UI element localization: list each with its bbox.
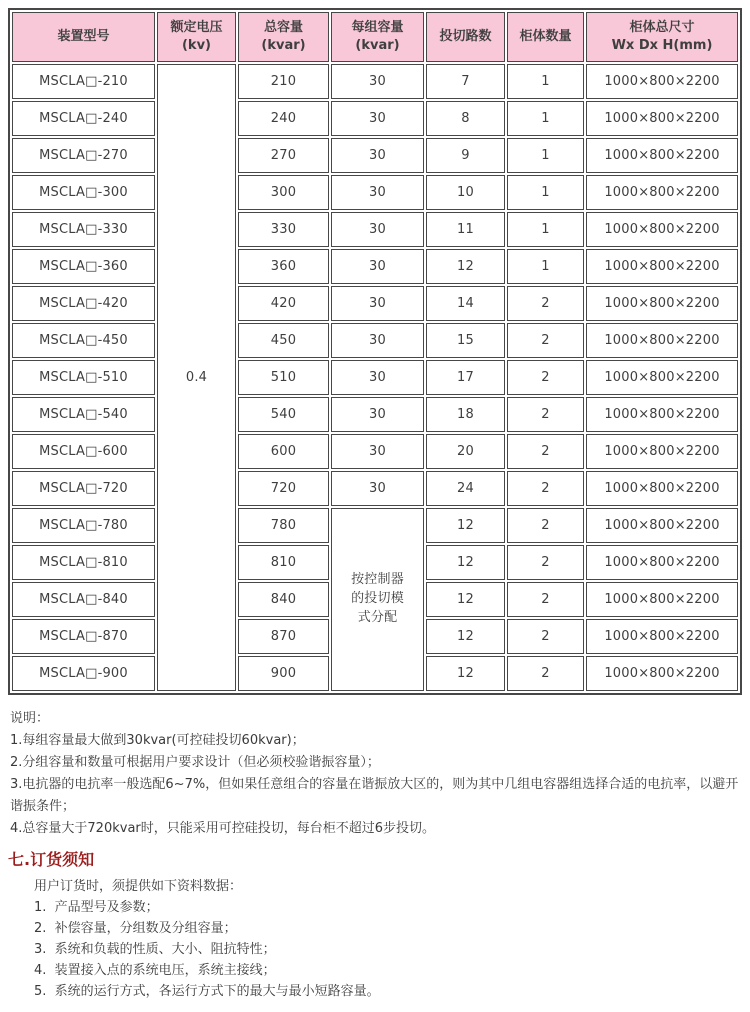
cell-model: MSCLA□-600 — [12, 434, 155, 469]
cell-total-capacity: 540 — [238, 397, 329, 432]
cell-cabinets: 1 — [507, 138, 584, 173]
cell-cabinets: 1 — [507, 175, 584, 210]
cell-circuits: 12 — [426, 619, 505, 654]
cell-circuits: 15 — [426, 323, 505, 358]
cell-cabinets: 2 — [507, 656, 584, 691]
cell-group-capacity: 30 — [331, 212, 424, 247]
cell-group-capacity-note — [331, 508, 424, 691]
spec-table — [8, 8, 742, 695]
cell-size: 1000×800×2200 — [586, 545, 738, 580]
cell-size: 1000×800×2200 — [586, 286, 738, 321]
cell-group-capacity: 30 — [331, 360, 424, 395]
cell-total-capacity: 450 — [238, 323, 329, 358]
cell-cabinets: 2 — [507, 619, 584, 654]
cell-circuits: 12 — [426, 249, 505, 284]
cell-circuits: 12 — [426, 582, 505, 617]
table-row — [12, 286, 738, 321]
cell-circuits: 8 — [426, 101, 505, 136]
order-item-2: 2. 补偿容量，分组数及分组容量； — [34, 921, 237, 936]
table-row — [12, 508, 738, 543]
cell-group-capacity: 30 — [331, 138, 424, 173]
cell-size: 1000×800×2200 — [586, 249, 738, 284]
cell-group-capacity: 30 — [331, 323, 424, 358]
cell-total-capacity: 240 — [238, 101, 329, 136]
col-header-total: 总容量 (kvar) — [238, 12, 329, 62]
cell-total-capacity: 510 — [238, 360, 329, 395]
cell-circuits: 18 — [426, 397, 505, 432]
table-row — [12, 175, 738, 210]
table-row — [12, 434, 738, 469]
cell-cabinets: 2 — [507, 360, 584, 395]
order-intro: 用户订货时，须提供如下资料数据： — [34, 879, 243, 894]
cell-circuits: 11 — [426, 212, 505, 247]
table-row — [12, 101, 738, 136]
cell-size: 1000×800×2200 — [586, 64, 738, 99]
table-row — [12, 249, 738, 284]
order-body — [34, 876, 742, 1002]
cell-model: MSCLA□-810 — [12, 545, 155, 580]
cell-model: MSCLA□-270 — [12, 138, 155, 173]
cell-size: 1000×800×2200 — [586, 138, 738, 173]
notes-title: 说明： — [10, 711, 50, 726]
cell-size: 1000×800×2200 — [586, 323, 738, 358]
cell-group-capacity: 30 — [331, 397, 424, 432]
cell-cabinets: 2 — [507, 545, 584, 580]
cell-model: MSCLA□-720 — [12, 471, 155, 506]
cell-model: MSCLA□-870 — [12, 619, 155, 654]
cell-circuits: 17 — [426, 360, 505, 395]
cell-model: MSCLA□-840 — [12, 582, 155, 617]
cell-circuits: 12 — [426, 656, 505, 691]
note-item-2: 2.分组容量和数量可根据用户要求设计（但必须校验谐振容量）； — [10, 755, 380, 770]
col-header-group: 每组容量 (kvar) — [331, 12, 424, 62]
table-row — [12, 471, 738, 506]
cell-cabinets: 1 — [507, 101, 584, 136]
header-row — [12, 12, 738, 62]
table-row — [12, 212, 738, 247]
col-header-voltage: 额定电压 (kv) — [157, 12, 236, 62]
cell-size: 1000×800×2200 — [586, 434, 738, 469]
cell-circuits: 14 — [426, 286, 505, 321]
cell-total-capacity: 870 — [238, 619, 329, 654]
cell-rated-voltage: 0.4 — [157, 64, 236, 691]
cell-total-capacity: 810 — [238, 545, 329, 580]
cell-circuits: 12 — [426, 508, 505, 543]
cell-group-capacity: 30 — [331, 101, 424, 136]
cell-cabinets: 2 — [507, 397, 584, 432]
cell-cabinets: 1 — [507, 249, 584, 284]
cell-group-capacity: 30 — [331, 175, 424, 210]
cell-model: MSCLA□-510 — [12, 360, 155, 395]
cell-total-capacity: 900 — [238, 656, 329, 691]
cell-circuits: 9 — [426, 138, 505, 173]
cell-cabinets: 1 — [507, 64, 584, 99]
col-header-cabinets: 柜体数量 — [507, 12, 584, 62]
cell-total-capacity: 210 — [238, 64, 329, 99]
cell-size: 1000×800×2200 — [586, 508, 738, 543]
group-capacity-note-text: 按控制器的投切模式分配 — [351, 572, 404, 625]
cell-size: 1000×800×2200 — [586, 471, 738, 506]
cell-total-capacity: 330 — [238, 212, 329, 247]
table-body — [12, 64, 738, 691]
cell-total-capacity: 600 — [238, 434, 329, 469]
cell-circuits: 12 — [426, 545, 505, 580]
order-item-3: 3. 系统和负载的性质、大小、阻抗特性； — [34, 942, 276, 957]
cell-total-capacity: 720 — [238, 471, 329, 506]
cell-model: MSCLA□-450 — [12, 323, 155, 358]
order-section — [8, 850, 742, 1002]
col-header-size: 柜体总尺寸 Wx Dx H(mm) — [586, 12, 738, 62]
cell-size: 1000×800×2200 — [586, 619, 738, 654]
cell-group-capacity: 30 — [331, 286, 424, 321]
cell-circuits: 24 — [426, 471, 505, 506]
cell-cabinets: 2 — [507, 434, 584, 469]
col-header-model: 装置型号 — [12, 12, 155, 62]
note-item-3: 3.电抗器的电抗率一般选配6~7%，但如果任意组合的容量在谐振放大区的，则为其中几组电容器组选择合适的电抗率，以避开谐振条件； — [10, 777, 739, 814]
cell-size: 1000×800×2200 — [586, 175, 738, 210]
cell-model: MSCLA□-210 — [12, 64, 155, 99]
cell-size: 1000×800×2200 — [586, 397, 738, 432]
cell-circuits: 20 — [426, 434, 505, 469]
table-row — [12, 64, 738, 99]
cell-group-capacity: 30 — [331, 434, 424, 469]
cell-cabinets: 2 — [507, 286, 584, 321]
cell-circuits: 10 — [426, 175, 505, 210]
cell-cabinets: 2 — [507, 582, 584, 617]
table-row — [12, 323, 738, 358]
cell-total-capacity: 420 — [238, 286, 329, 321]
cell-size: 1000×800×2200 — [586, 582, 738, 617]
cell-total-capacity: 300 — [238, 175, 329, 210]
cell-total-capacity: 270 — [238, 138, 329, 173]
order-heading: 七.订货须知 — [8, 850, 95, 869]
note-item-4: 4.总容量大于720kvar时，只能采用可控硅投切，每台柜不超过6步投切。 — [10, 821, 436, 836]
cell-model: MSCLA□-420 — [12, 286, 155, 321]
cell-cabinets: 2 — [507, 471, 584, 506]
cell-group-capacity: 30 — [331, 249, 424, 284]
cell-total-capacity: 840 — [238, 582, 329, 617]
cell-model: MSCLA□-240 — [12, 101, 155, 136]
cell-model: MSCLA□-900 — [12, 656, 155, 691]
cell-total-capacity: 360 — [238, 249, 329, 284]
cell-group-capacity: 30 — [331, 471, 424, 506]
cell-size: 1000×800×2200 — [586, 360, 738, 395]
cell-total-capacity: 780 — [238, 508, 329, 543]
cell-group-capacity: 30 — [331, 64, 424, 99]
cell-cabinets: 2 — [507, 323, 584, 358]
order-item-4: 4. 装置接入点的系统电压，系统主接线； — [34, 963, 276, 978]
table-row — [12, 397, 738, 432]
cell-size: 1000×800×2200 — [586, 212, 738, 247]
cell-cabinets: 2 — [507, 508, 584, 543]
cell-cabinets: 1 — [507, 212, 584, 247]
order-item-5: 5. 系统的运行方式，各运行方式下的最大与最小短路容量。 — [34, 984, 380, 999]
cell-size: 1000×800×2200 — [586, 656, 738, 691]
cell-model: MSCLA□-360 — [12, 249, 155, 284]
cell-model: MSCLA□-780 — [12, 508, 155, 543]
cell-size: 1000×800×2200 — [586, 101, 738, 136]
cell-circuits: 7 — [426, 64, 505, 99]
cell-model: MSCLA□-300 — [12, 175, 155, 210]
table-row — [12, 360, 738, 395]
note-item-1: 1.每组容量最大做到30kvar(可控硅投切60kvar)； — [10, 733, 305, 748]
table-row — [12, 138, 738, 173]
notes-section — [10, 708, 740, 840]
cell-model: MSCLA□-330 — [12, 212, 155, 247]
order-item-1: 1. 产品型号及参数； — [34, 900, 159, 915]
col-header-circuits: 投切路数 — [426, 12, 505, 62]
cell-model: MSCLA□-540 — [12, 397, 155, 432]
